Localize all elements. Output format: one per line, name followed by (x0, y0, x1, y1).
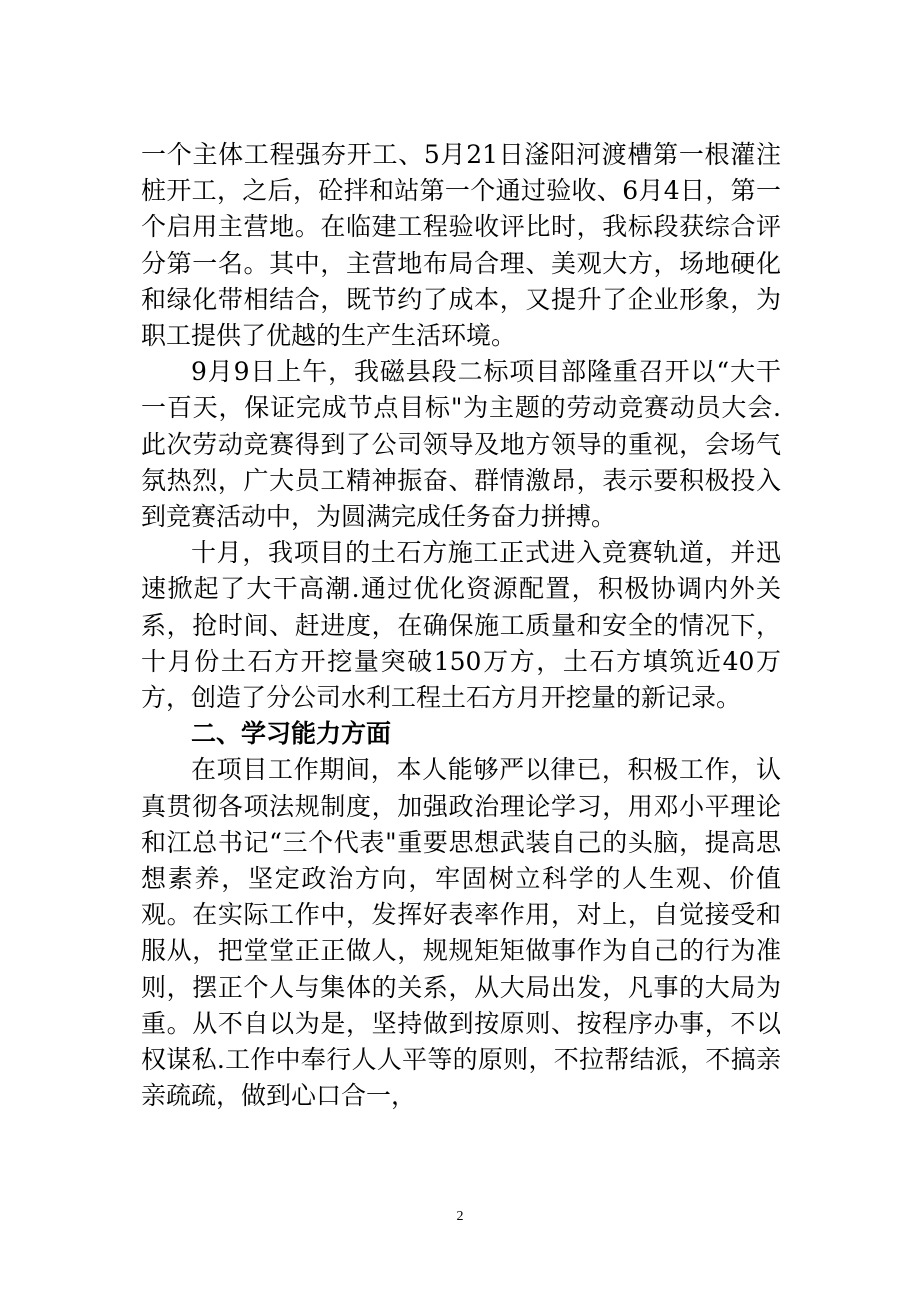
document-body (141, 137, 781, 1114)
paragraph-learning-ability: 在项目工作期间，本人能够严以律已，积极工作，认真贯彻各项法规制度，加强政治理论学习，用邓小平理论和江总书记“三个代表"重要思想武装自己的头脑，提高思想素养，坚定政治方向，牢固树立科学的人生观、价值观。在实际工作中，发挥好表率作用，对上，自觉接受和服从，把堂堂正正做人，规规矩矩做事作为自己的行为准则，摆正个人与集体的关系，从大局出发，凡事的大局为重。从不自以为是，坚持做到按原则、按程序办事，不以权谋私.工作中奉行人人平等的原则，不拉帮结派，不搞亲亲疏疏，做到心口合一， (141, 755, 781, 1111)
paragraph-october-earthwork: 十月，我项目的土石方施工正式进入竞赛轨道，并迅速掀起了大干高潮.通过优化资源配置，积极协调内外关系，抢时间、赶进度，在确保施工质量和安全的情况下，十月份土石方开挖量突破150万方，土石方填筑近40万方，创造了分公司水利工程土石方月开挖量的新记录。 (141, 538, 781, 713)
section-heading-learning-ability: 二、学习能力方面 (191, 719, 392, 749)
paragraph-continuation: 一个主体工程强夯开工、5月21日滏阳河渡槽第一根灌注桩开工，之后，砼拌和站第一个通过验收、6月4日，第一个启用主营地。在临建工程验收评比时，我标段获综合评分第一名。其中，主营地布局合理、美观大方，场地硬化和绿化带相结合，既节约了成本，又提升了企业形象，为职工提供了优越的生产生活环境。 (141, 140, 781, 351)
paragraph-labor-competition: 9月9日上午，我磁县段二标项目部隆重召开以“大干一百天，保证完成节点目标"为主题的劳动竞赛动员大会.此次劳动竞赛得到了公司领导及地方领导的重视，会场气氛热烈，广大员工精神振奋、群情激昂，表示要积极投入到竞赛活动中，为圆满完成任务奋力拼搏。 (141, 357, 781, 532)
page-number: 2 (456, 1209, 464, 1224)
